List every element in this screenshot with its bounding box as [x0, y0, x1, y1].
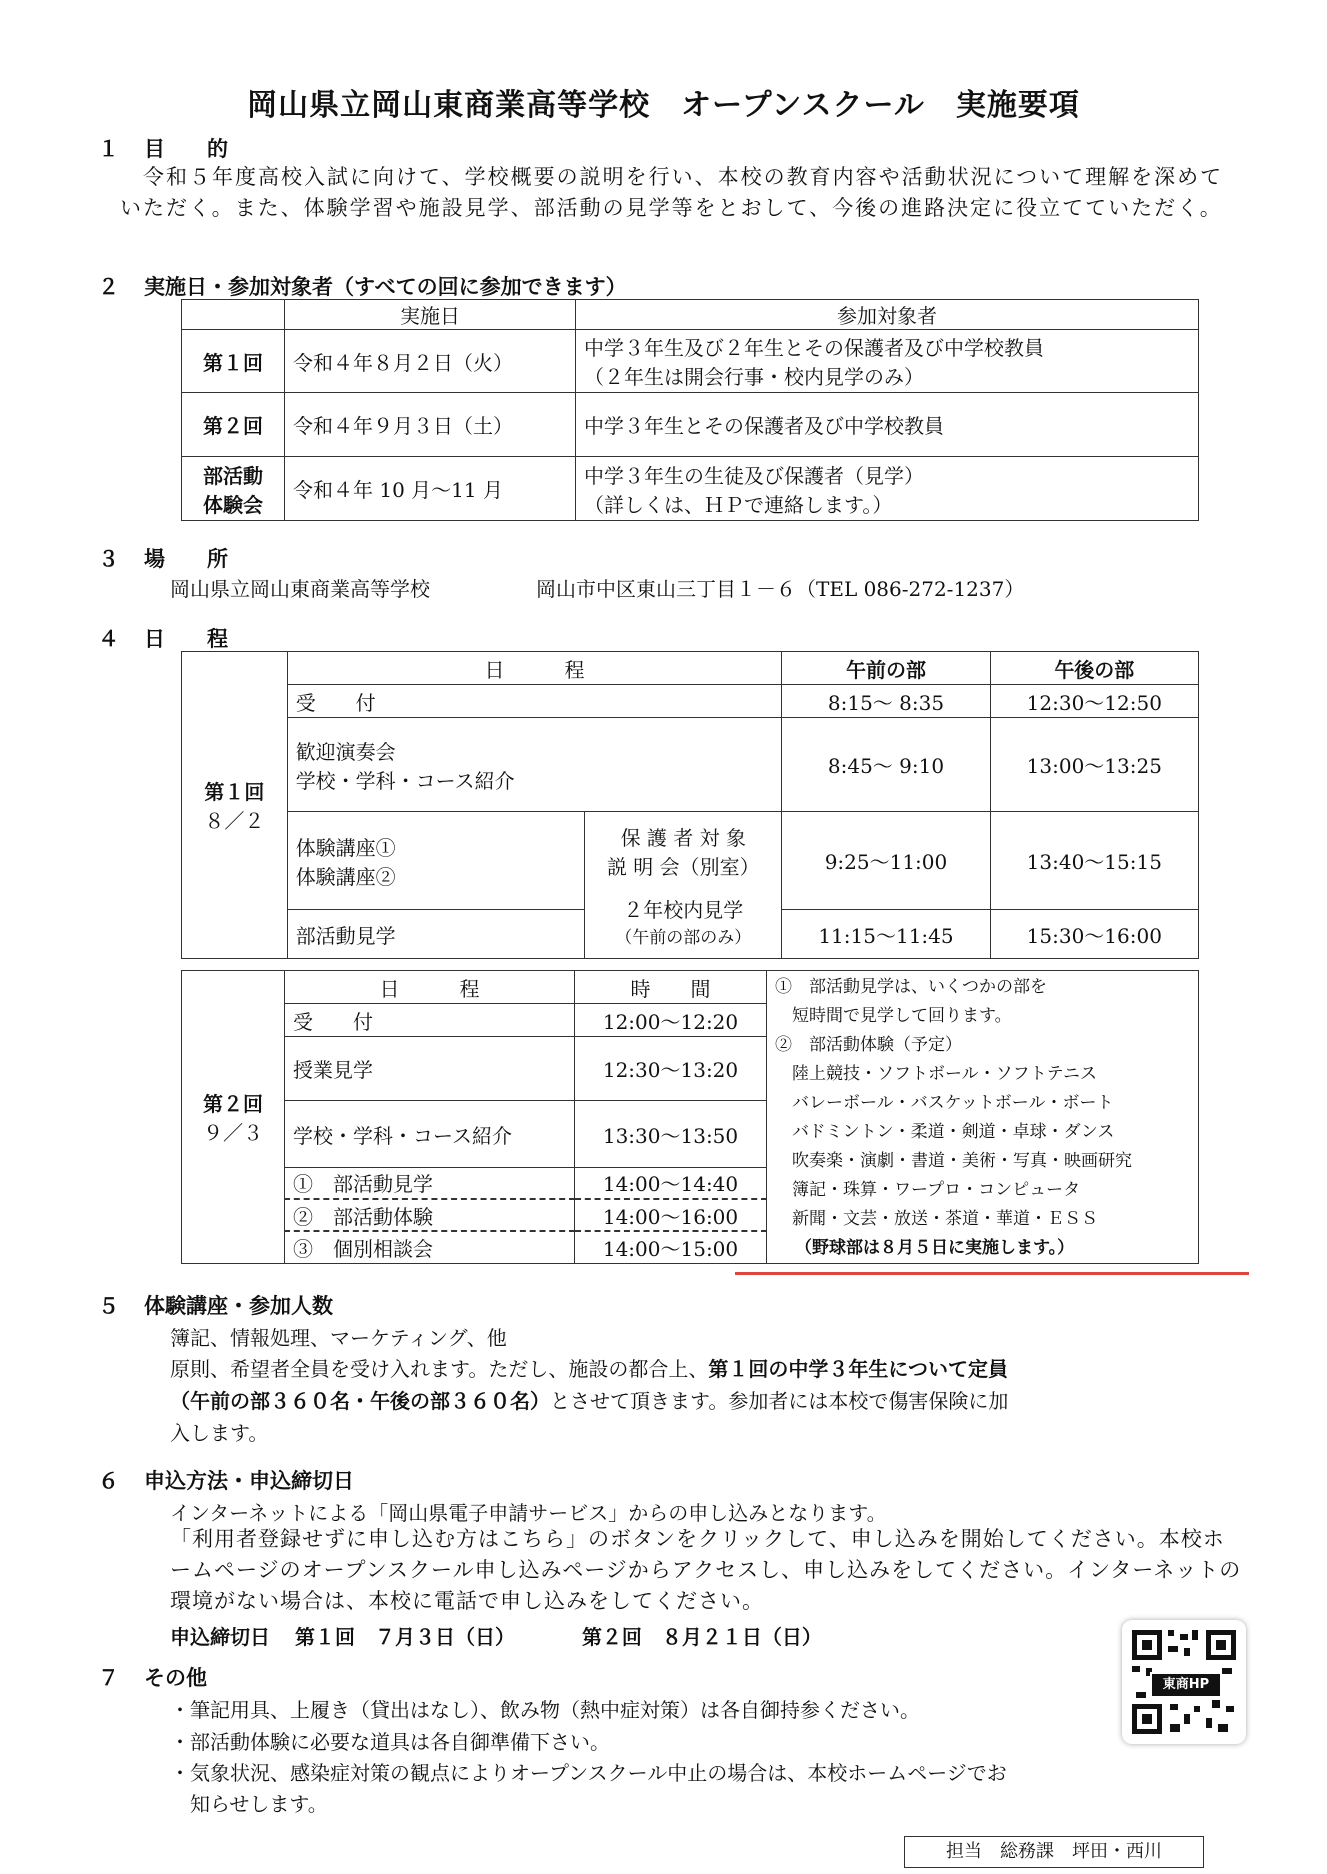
section-2-heading: ２ 実施日・参加対象者（すべての回に参加できます） [98, 275, 627, 299]
red-underline [735, 1272, 1249, 1275]
table-row: ③ 個別相談会 14:00～15:00 [182, 1231, 1199, 1263]
table-row: 部活動見学 11:15～11:45 15:30～16:00 [182, 910, 1199, 959]
contact-box: 担当 総務課 坪田・西川 [904, 1836, 1204, 1868]
school-name: 岡山県立岡山東商業高等学校 [170, 577, 430, 601]
section-1-body: 令和５年度高校入試に向けて、学校概要の説明を行い、本校の教育内容や活動状況について理解を深めていただく。また、体験学習や施設見学、部活動の見学等をとおして、今後の進路決定に役立てていただく。 [120, 165, 1224, 220]
qr-label: 東商HP [1150, 1672, 1222, 1698]
day2-schedule-table: 第２回 ９／３ 日 程 時 間 ① 部活動見学は、いくつかの部を 短時間で見学して回ります。 ② 部活動体験（予定） 陸上競技・ソフトボール・ソフトテニス バレーボール・バスケットボール・ボート バドミントン・柔道・剣道・卓球・ダンス 吹奏楽・演劇・書道・美術・写真・映画研究 簿記・珠算・ワープロ・コンピュータ 新聞・文芸・放送・茶道・華道・ＥＳＳ （野球部は８月５日に実施します。） 受 付 12:00～12:20 授業見学 12:30～13:20 学校・学科・コース紹介 13:30～13:50 ① 部活動見学 14:00～14:40 ② 部活動体験 14:00～16:00 ③ 個別相談会 14:00～15:00 [181, 970, 1199, 1264]
table-row: 受 付 12:00～12:20 [182, 1004, 1199, 1037]
document-page: 岡山県立岡山東商業高等学校 オープンスクール 実施要項 １ 目 的 令和５年度高校入試に向けて、学校概要の説明を行い、本校の教育内容や活動状況について理解を深めていただく。また、体験学習や施設見学、部活動の見学等をとおして、今後の進路決定に役立てていただく。 ２ 実施日・参加対象者（すべての回に参加できます） 実施日 参加対象者 第１回 令和４年８月２日（火） 中学３年生及び２年生とその保護者及び中学校教員 （２年生は開会行事・校内見学のみ） 第２回 令和４年９月３日（土） 中学３年生とその保護者及び中学校教員 部活動 体験会 令和４年 10 月～11 月 中学３年生の生徒及び保護者（見学） （詳しくは、ＨＰで連絡します。） ３ 場 所 岡山県立岡山東商業高等学校 岡山市中区東山三丁目１－６（TEL 086-272-1237） ４ 日 程 第１回 ８／２ 日 程 午前の部 午後の部 受 付 8:15～ 8:35 12:30～12:50 歓迎演奏会 学校・学科・コース紹介 8:45～ 9:10 13:00～13:25 体験講座① 体験講座② 保 護 者 対 象 説 明 会（別室） ２年校内見学 （午前の部のみ） 9:25～11:00 13:40～15:15 部活動見学 11:15～11:45 15:30～16:00 第２回 ９／３ 日 程 時 間 ① 部活動見学は、いくつかの部を 短時間で見学して回ります。 ② 部活動体験（予定） 陸上競技・ソフトボール・ソフトテニス バレーボール・バスケットボール・ボート バドミントン・柔道・剣道・卓球・ダンス 吹奏楽・演劇・書道・美術・写真・映画研究 簿記・珠算・ワープロ・コンピュータ 新聞・文芸・放送・茶道・華道・ＥＳＳ （野球部は８月５日に実施します。） 受 付 12:00～12:20 授業見学 12:30～13:20 学校・学科・コース紹介 13:30～13:50 ① 部活動見学 14:00～14:40 ② 部活動体験 14:00～16:00 ③ 個別相談会 14:00～15:00 ５ 体験講座・参加人数 簿記、情報処理、マーケティング、他 原則、希望者全員を受け入れます。ただし、施設の都合上、第１回の中学３年生について定員 （午前の部３６０名・午後の部３６０名）とさせて頂きます。参加者には本校で傷害保険に加 入します。 ６ 申込方法・申込締切日 インターネットによる「岡山県電子申請サービス」からの申し込みとなります。 「利用者登録せずに申し込む方はこちら」のボタンをクリックして、申し込みを開始してください。本校ホームページのオープンスクール申し込みページからアクセスし、申し込みをしてください。インターネットの環境がない場合は、本校に電話で申し込みをしてください。 申込締切日 第１回 ７月３日（日） 第２回 ８月２１日（日） ７ その他 ・筆記用具、上履き（貸出はなし）、飲み物（熱中症対策）は各自御持参ください。 ・部活動体験に必要な道具は各自御準備下さい。 ・気象状況、感染症対策の観点によりオープンスクール中止の場合は、本校ホームページでお 知らせします。 東商HP 担当 総務課 坪田・西川 [0, 0, 1327, 1874]
schedule-target-table [181, 299, 1199, 521]
baseball-note: （野球部は８月５日に実施します。） [795, 1238, 1075, 1258]
section-7-heading: ７ その他 [98, 1666, 207, 1690]
table-row: 体験講座① 体験講座② 保 護 者 対 象 説 明 会（別室） ２年校内見学 （午前の部のみ） 9:25～11:00 13:40～15:15 [182, 812, 1199, 910]
section-5-heading: ５ 体験講座・参加人数 [98, 1294, 333, 1318]
table-row: 第１回 令和４年８月２日（火） 中学３年生及び２年生とその保護者及び中学校教員 （２年生は開会行事・校内見学のみ） [182, 330, 1199, 393]
day1-schedule-table: 第１回 ８／２ 日 程 午前の部 午後の部 受 付 8:15～ 8:35 12:30～12:50 歓迎演奏会 学校・学科・コース紹介 8:45～ 9:10 13:00～13:25 体験講座① 体験講座② 保 護 者 対 象 説 明 会（別室） ２年校内見学 （午前の部のみ） 9:25～11:00 13:40～15:15 部活動見学 11:15～11:45 15:30～16:00 [181, 651, 1199, 959]
page-title: 岡山県立岡山東商業高等学校 オープンスクール 実施要項 [247, 88, 1080, 123]
qr-code[interactable] [1122, 1620, 1246, 1744]
section-1-heading: １ 目 的 [98, 137, 228, 161]
school-address: 岡山市中区東山三丁目１－６（TEL 086-272-1237） [536, 577, 1025, 601]
col-date: 実施日 [285, 300, 576, 330]
deadline-line: 申込締切日 第１回 ７月３日（日） 第２回 ８月２１日（日） [170, 1625, 822, 1649]
section-3-heading: ３ 場 所 [98, 547, 228, 571]
table-row: 授業見学 12:30～13:20 [182, 1037, 1199, 1101]
table-row: 受 付 8:15～ 8:35 12:30～12:50 [182, 685, 1199, 718]
club-notes: ① 部活動見学は、いくつかの部を 短時間で見学して回ります。 ② 部活動体験（予定） 陸上競技・ソフトボール・ソフトテニス バレーボール・バスケットボール・ボート バドミントン・柔道・剣道・卓球・ダンス 吹奏楽・演劇・書道・美術・写真・映画研究 簿記・珠算・ワープロ・コンピュータ 新聞・文芸・放送・茶道・華道・ＥＳＳ （野球部は８月５日に実施します。） [767, 971, 1199, 1264]
table-row: 歓迎演奏会 学校・学科・コース紹介 8:45～ 9:10 13:00～13:25 [182, 718, 1199, 812]
table-row: ① 部活動見学 14:00～14:40 [182, 1167, 1199, 1199]
col-target: 参加対象者 [576, 300, 1199, 330]
table-row: 部活動 体験会 令和４年 10 月～11 月 中学３年生の生徒及び保護者（見学） （詳しくは、ＨＰで連絡します。） [182, 457, 1199, 521]
section-6-heading: ６ 申込方法・申込締切日 [98, 1469, 354, 1493]
table-row: 第２回 令和４年９月３日（土） 中学３年生とその保護者及び中学校教員 [182, 393, 1199, 457]
table-row: ② 部活動体験 14:00～16:00 [182, 1199, 1199, 1231]
section-4-heading: ４ 日 程 [98, 627, 228, 651]
table-row: 学校・学科・コース紹介 13:30～13:50 [182, 1101, 1199, 1167]
